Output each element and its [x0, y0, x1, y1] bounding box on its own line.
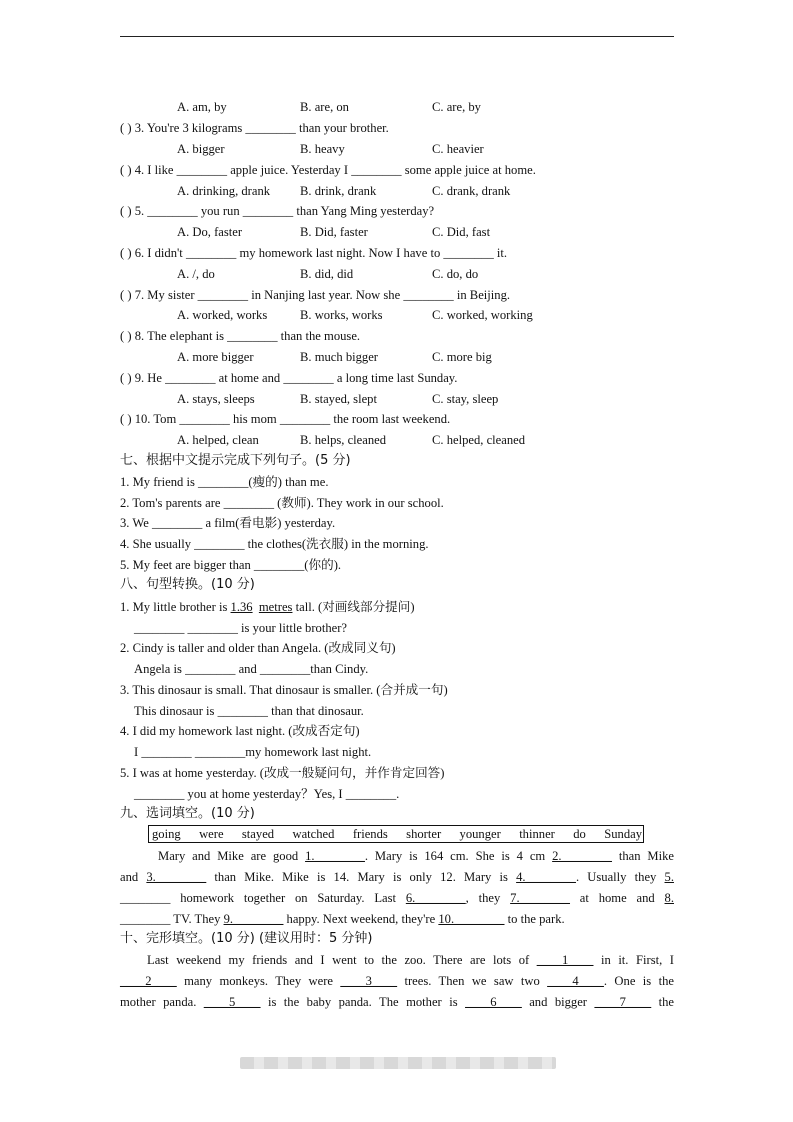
option-a: A. /, do: [177, 267, 215, 281]
blank-10: 10.________: [438, 912, 505, 926]
blank-5: ____5____: [203, 995, 261, 1009]
question-3: [120, 120, 389, 136]
question-4: [120, 162, 536, 178]
option-b: B. stayed, slept: [300, 392, 377, 406]
passage-text: at home and: [569, 891, 665, 905]
answer-paren: ( ): [120, 163, 132, 177]
question-5-options: [177, 224, 597, 240]
section-9-line-2: [120, 869, 674, 885]
section-10-title: 十、完形填空。(10 分) (建议用时：5 分钟): [120, 931, 373, 946]
passage-text: , they: [465, 891, 511, 905]
underlined-part: metres: [258, 600, 293, 614]
section-10-line-3: [120, 994, 674, 1010]
option-c: C. are, by: [432, 100, 481, 114]
question-text: 8. The elephant is ________ than the mouse.: [134, 329, 361, 343]
question-7: [120, 287, 510, 303]
answer-paren: ( ): [120, 288, 132, 302]
section-8-item-3: 3. This dinosaur is small. That dinosaur is smaller. (合并成一句): [120, 683, 448, 697]
blank-7: ____7____: [594, 995, 652, 1009]
item-instruction: tall. (对画线部分提问): [292, 600, 415, 614]
section-9-line-3: [120, 890, 674, 906]
word-bank-word: were: [199, 826, 224, 841]
option-a: A. bigger: [177, 142, 225, 156]
section-8-answer-4: I ________ ________my homework last night.: [134, 745, 372, 759]
question-text: 10. Tom ________ his mom ________ the room last weekend.: [134, 412, 451, 426]
passage-text: ________ TV. They: [120, 912, 224, 926]
passage-text: happy. Next weekend, they're: [283, 912, 439, 926]
option-c: C. more big: [432, 350, 492, 364]
passage-text: than Mike: [611, 849, 674, 863]
blank-4: 4.________: [516, 870, 576, 884]
blank-4: ____4____: [547, 974, 604, 988]
option-c: C. do, do: [432, 267, 479, 281]
item-text: 1. My little brother is: [120, 600, 231, 614]
option-c: C. heavier: [432, 142, 484, 156]
passage-text: the: [651, 995, 674, 1009]
question-text: 5. ________ you run ________ than Yang Ming yesterday?: [134, 204, 435, 218]
question-10-options: [177, 432, 597, 448]
option-b: B. drink, drank: [300, 184, 377, 198]
option-c: C. helped, cleaned: [432, 433, 526, 447]
passage-text: is the baby panda. The mother is: [260, 995, 466, 1009]
answer-paren: ( ): [120, 121, 132, 135]
section-10-line-1: [120, 952, 674, 968]
passage-text: to the park.: [504, 912, 565, 926]
option-c: C. worked, working: [432, 308, 533, 322]
word-bank-word: friends: [352, 826, 388, 841]
section-8-answer-1: ________ ________ is your little brother?: [134, 621, 348, 635]
passage-text: than Mike. Mike is 14. Mary is only 12. Mary is: [206, 870, 517, 884]
blank-1: 1.________: [305, 849, 365, 863]
blank-3: ____3____: [340, 974, 398, 988]
q2-options: [177, 99, 597, 115]
option-b: B. are, on: [300, 100, 349, 114]
option-b: B. Did, faster: [300, 225, 368, 239]
word-bank-word: Sunday: [604, 826, 642, 841]
question-text: 4. I like ________ apple juice. Yesterday I ________ some apple juice at home.: [134, 163, 536, 177]
option-c: C. stay, sleep: [432, 392, 499, 406]
option-b: B. works, works: [300, 308, 383, 322]
blank-1: ____1____: [536, 953, 594, 967]
option-c: C. drank, drank: [432, 184, 511, 198]
section-8-item-1: [120, 599, 415, 615]
option-a: A. stays, sleeps: [177, 392, 255, 406]
question-8-options: [177, 349, 597, 365]
blurred-footer: [240, 1057, 556, 1069]
question-10: [120, 411, 450, 427]
blank-6: ____6____: [465, 995, 522, 1009]
option-b: B. helps, cleaned: [300, 433, 387, 447]
answer-paren: ( ): [120, 412, 132, 426]
question-text: 7. My sister ________ in Nanjing last year. Now she ________ in Beijing.: [134, 288, 511, 302]
passage-text: . Usually they: [575, 870, 665, 884]
question-6-options: [177, 266, 597, 282]
answer-paren: ( ): [120, 204, 132, 218]
section-9-title: 九、选词填空。(10 分): [120, 806, 255, 821]
question-5: [120, 203, 434, 219]
section-8-item-5: 5. I was at home yesterday. (改成一般疑问句，并作肯定回答): [120, 766, 445, 780]
section-8-answer-3: This dinosaur is ________ than that dinosaur.: [134, 704, 364, 718]
question-7-options: [177, 307, 597, 323]
word-bank-word: do: [573, 826, 586, 841]
section-7-item-4: 4. She usually ________ the clothes(洗衣服) in the morning.: [120, 537, 429, 551]
question-4-options: [177, 183, 597, 199]
question-6: [120, 245, 507, 261]
option-c: C. Did, fast: [432, 225, 491, 239]
word-bank-word: going: [152, 826, 181, 841]
blank-2: 2.________: [552, 849, 612, 863]
section-9-line-1: [120, 848, 674, 864]
passage-text: . Mary is 164 cm. She is 4 cm: [364, 849, 553, 863]
option-b: B. heavy: [300, 142, 345, 156]
passage-text: many monkeys. They were: [176, 974, 341, 988]
blank-2: ____2____: [120, 974, 177, 988]
option-b: B. much bigger: [300, 350, 378, 364]
word-bank-word: shorter: [406, 826, 442, 841]
passage-text: and: [120, 870, 147, 884]
option-a: A. more bigger: [177, 350, 254, 364]
question-text: 6. I didn't ________ my homework last night. Now I have to ________ it.: [134, 246, 508, 260]
question-3-options: [177, 141, 597, 157]
blank-9: 9.________: [223, 912, 284, 926]
top-rule: [120, 36, 674, 37]
question-text: 9. He ________ at home and ________ a long time last Sunday.: [134, 371, 458, 385]
word-bank-word: younger: [459, 826, 501, 841]
section-7-title: 七、根据中文提示完成下列句子。(5 分): [120, 453, 351, 468]
word-bank-word: thinner: [519, 826, 555, 841]
section-8-answer-2: Angela is ________ and ________than Cindy.: [134, 662, 369, 676]
option-a: A. am, by: [177, 100, 227, 114]
passage-text: trees. Then we saw two: [397, 974, 548, 988]
passage-text: Mary and Mike are good: [158, 849, 306, 863]
question-text: 3. You're 3 kilograms ________ than your brother.: [134, 121, 389, 135]
answer-paren: ( ): [120, 371, 132, 385]
option-a: A. Do, faster: [177, 225, 243, 239]
underlined-part: 1.36: [230, 600, 253, 614]
passage-text: ________ homework together on Saturday. Last: [120, 891, 406, 905]
question-9-options: [177, 391, 597, 407]
section-8-title: 八、句型转换。(10 分): [120, 577, 255, 592]
option-a: A. worked, works: [177, 308, 268, 322]
passage-text: in it. First, I: [593, 953, 674, 967]
section-7-item-3: 3. We ________ a film(看电影) yesterday.: [120, 516, 336, 530]
word-bank-word: stayed: [241, 826, 275, 841]
blank-5: 5.: [664, 870, 674, 884]
passage-text: and bigger: [521, 995, 595, 1009]
section-7-item-2: 2. Tom's parents are ________ (教师). They work in our school.: [120, 496, 444, 510]
option-a: A. drinking, drank: [177, 184, 271, 198]
option-a: A. helped, clean: [177, 433, 259, 447]
word-bank: [148, 825, 644, 843]
blank-6: 6.________: [405, 891, 466, 905]
word-bank-word: watched: [292, 826, 335, 841]
section-10-line-2: [120, 973, 674, 989]
blank-3: 3.________: [146, 870, 207, 884]
question-8: [120, 328, 360, 344]
answer-paren: ( ): [120, 329, 132, 343]
section-8-item-2: 2. Cindy is taller and older than Angela. (改成同义句): [120, 641, 396, 655]
answer-paren: ( ): [120, 246, 132, 260]
option-b: B. did, did: [300, 267, 354, 281]
passage-text: . One is the: [603, 974, 674, 988]
passage-text: mother panda.: [120, 995, 204, 1009]
section-8-item-4: 4. I did my homework last night. (改成否定句): [120, 724, 360, 738]
question-9: [120, 370, 457, 386]
blank-8: 8.: [664, 891, 674, 905]
passage-text: Last weekend my friends and I went to the zoo. There are lots of: [147, 953, 537, 967]
section-8-answer-5: ________ you at home yesterday？Yes, I ________.: [134, 787, 400, 801]
section-7-item-1: 1. My friend is ________(瘦的) than me.: [120, 475, 329, 489]
blank-7: 7.________: [510, 891, 570, 905]
section-7-item-5: 5. My feet are bigger than ________(你的).: [120, 558, 342, 572]
section-9-line-4: [120, 911, 565, 927]
